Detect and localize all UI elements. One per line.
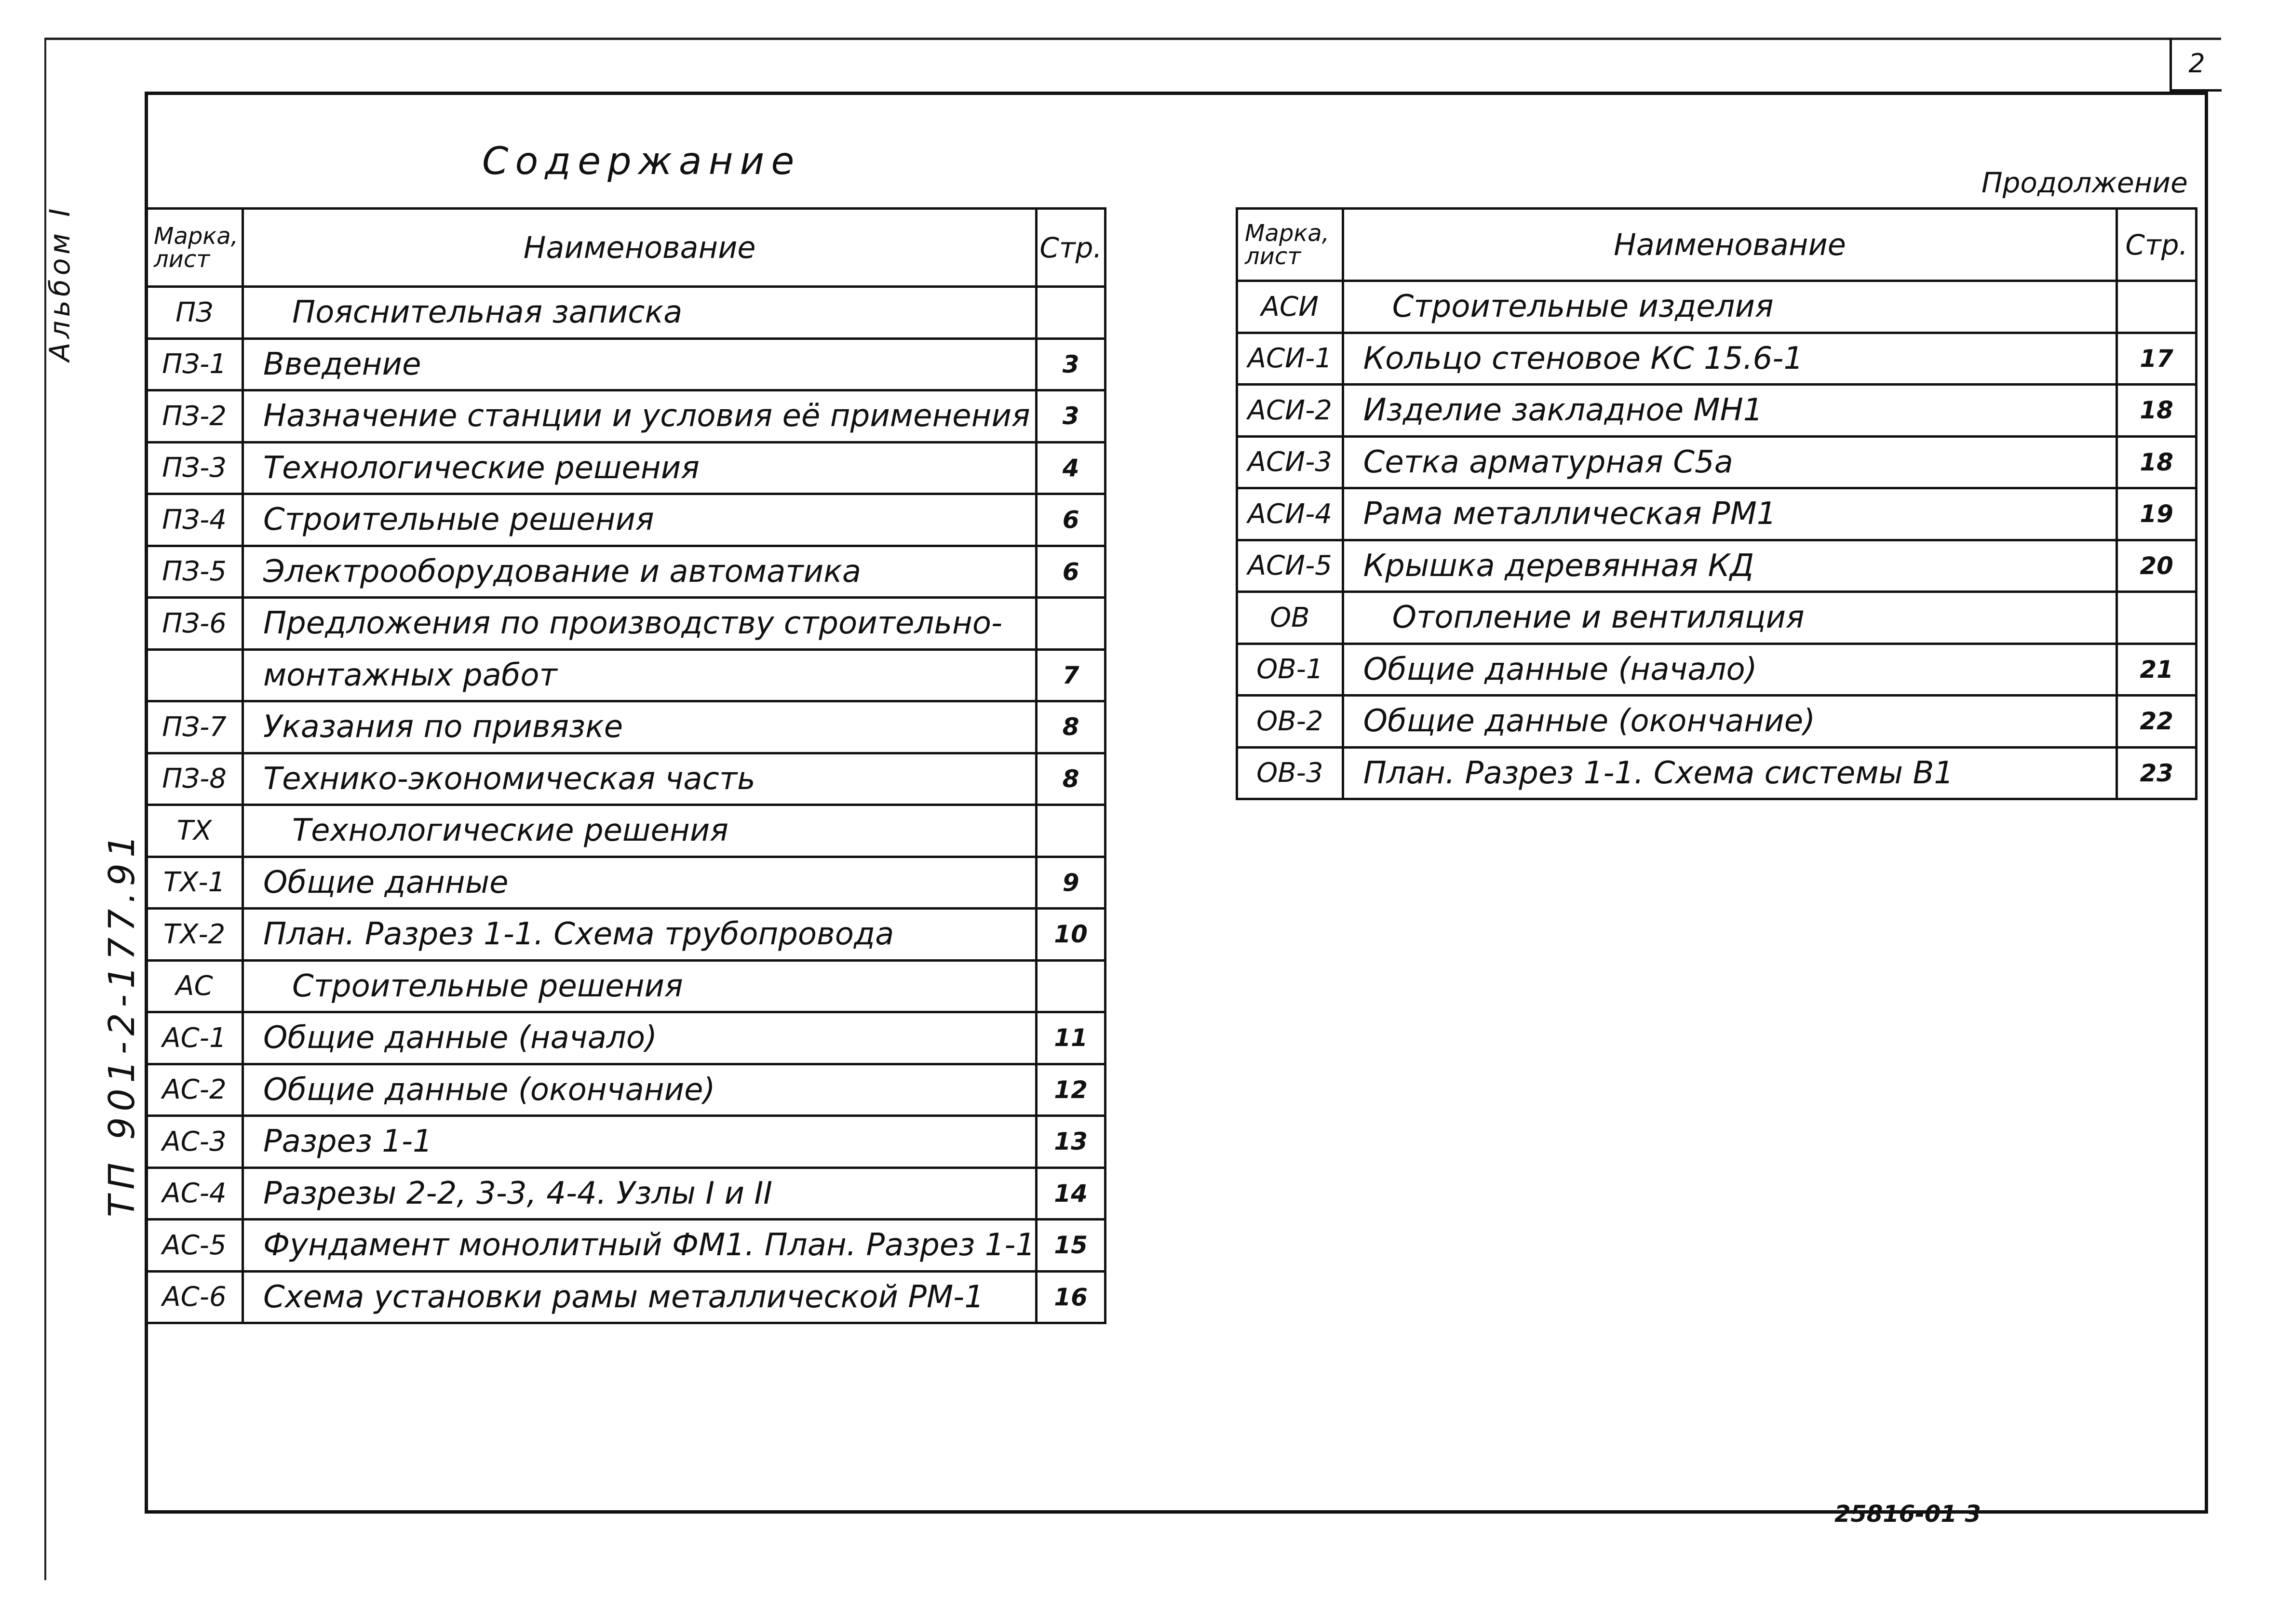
row-mark: ТХ-2 — [146, 909, 243, 961]
header-mark: Марка, лист — [1237, 209, 1343, 281]
row-mark: ПЗ-2 — [146, 390, 243, 443]
row-page — [1037, 805, 1105, 857]
row-name: План. Разрез 1-1. Схема трубопровода — [243, 909, 1037, 961]
row-name: Разрезы 2-2, 3-3, 4-4. Узлы I и II — [243, 1168, 1037, 1220]
row-page: 16 — [1037, 1271, 1105, 1323]
table-row — [146, 701, 1105, 753]
table-row — [146, 753, 1105, 805]
row-name: Общие данные (начало) — [243, 1012, 1037, 1064]
table-row — [146, 649, 1105, 701]
header-page: Стр. — [1037, 209, 1105, 287]
row-mark: АСИ-4 — [1237, 488, 1343, 540]
row-name: Фундамент монолитный ФМ1. План. Разрез 1-1 — [243, 1220, 1037, 1272]
row-mark: ПЗ-5 — [146, 546, 243, 598]
document-code: ТП 901-2-177.91 — [101, 829, 143, 1217]
table-row — [1237, 747, 2197, 799]
table-row — [146, 287, 1105, 339]
table-row — [146, 1064, 1105, 1116]
row-name: План. Разрез 1-1. Схема системы В1 — [1343, 747, 2117, 799]
header-page: Стр. — [2117, 209, 2197, 281]
row-name: Назначение станции и условия её применения — [243, 390, 1037, 443]
row-name: Общие данные — [243, 857, 1037, 909]
row-name: Электрооборудование и автоматика — [243, 546, 1037, 598]
row-name: Указания по привязке — [243, 701, 1037, 753]
header-mark: Марка, лист — [146, 209, 243, 287]
table-row — [1237, 592, 2197, 644]
table-row — [146, 390, 1105, 443]
row-name: Кольцо стеновое КС 15.6-1 — [1343, 333, 2117, 385]
row-page: 22 — [2117, 696, 2197, 748]
row-mark: АСИ-2 — [1237, 385, 1343, 437]
row-mark: АСИ — [1237, 281, 1343, 333]
row-page: 4 — [1037, 442, 1105, 494]
row-mark: АС-6 — [146, 1271, 243, 1323]
row-mark: ОВ-1 — [1237, 644, 1343, 696]
row-page — [1037, 598, 1105, 650]
row-name: Строительные решения — [243, 960, 1037, 1012]
row-name: Разрез 1-1 — [243, 1116, 1037, 1168]
row-name: Пояснительная записка — [243, 287, 1037, 339]
row-mark: ОВ — [1237, 592, 1343, 644]
row-name: Строительные изделия — [1343, 281, 2117, 333]
row-page — [2117, 592, 2197, 644]
row-name: Введение — [243, 338, 1037, 390]
row-name: Предложения по производству строительно- — [243, 598, 1037, 650]
row-mark — [146, 649, 243, 701]
table-row — [146, 960, 1105, 1012]
row-page: 14 — [1037, 1168, 1105, 1220]
row-name: Схема установки рамы металлической РМ-1 — [243, 1271, 1037, 1323]
row-name: Технологические решения — [243, 805, 1037, 857]
row-mark: ТХ-1 — [146, 857, 243, 909]
row-page: 10 — [1037, 909, 1105, 961]
row-page: 3 — [1037, 338, 1105, 390]
row-page: 13 — [1037, 1116, 1105, 1168]
row-mark: АС-4 — [146, 1168, 243, 1220]
row-page: 18 — [2117, 436, 2197, 488]
page-title: Содержание — [482, 140, 801, 183]
table-row — [146, 442, 1105, 494]
row-mark: АСИ-3 — [1237, 436, 1343, 488]
row-name: Крышка деревянная КД — [1343, 540, 2117, 592]
row-mark: ПЗ — [146, 287, 243, 339]
row-mark: АСИ-5 — [1237, 540, 1343, 592]
table-row — [146, 805, 1105, 857]
row-mark: АС-1 — [146, 1012, 243, 1064]
row-page: 21 — [2117, 644, 2197, 696]
row-page: 12 — [1037, 1064, 1105, 1116]
table-row — [146, 546, 1105, 598]
row-page — [1037, 960, 1105, 1012]
row-page: 15 — [1037, 1220, 1105, 1272]
table-row — [146, 1271, 1105, 1323]
row-page: 11 — [1037, 1012, 1105, 1064]
row-page: 9 — [1037, 857, 1105, 909]
table-row — [1237, 644, 2197, 696]
row-mark: АСИ-1 — [1237, 333, 1343, 385]
album-label: Альбом I — [43, 204, 76, 362]
contents-table-right — [1236, 207, 2197, 800]
row-page: 18 — [2117, 385, 2197, 437]
row-page — [1037, 287, 1105, 339]
row-mark: ПЗ-4 — [146, 494, 243, 546]
row-name: Общие данные (начало) — [1343, 644, 2117, 696]
row-mark: ПЗ-6 — [146, 598, 243, 650]
table-row — [1237, 281, 2197, 333]
row-name: Изделие закладное МН1 — [1343, 385, 2117, 437]
header-name: Наименование — [1343, 209, 2117, 281]
row-mark: ОВ-2 — [1237, 696, 1343, 748]
row-mark: ПЗ-8 — [146, 753, 243, 805]
row-page: 17 — [2117, 333, 2197, 385]
table-row — [146, 1168, 1105, 1220]
continuation-label: Продолжение — [1981, 166, 2188, 199]
table-row — [146, 909, 1105, 961]
row-page: 20 — [2117, 540, 2197, 592]
table-row — [1237, 385, 2197, 437]
table-row — [146, 1012, 1105, 1064]
row-name: Строительные решения — [243, 494, 1037, 546]
row-mark: ПЗ-3 — [146, 442, 243, 494]
table-row — [1237, 488, 2197, 540]
footer-code: 25816-01 3 — [1834, 1501, 1981, 1528]
row-name: Технологические решения — [243, 442, 1037, 494]
row-name: Технико-экономическая часть — [243, 753, 1037, 805]
row-page — [2117, 281, 2197, 333]
row-page: 7 — [1037, 649, 1105, 701]
row-name: Общие данные (окончание) — [243, 1064, 1037, 1116]
table-row — [1237, 436, 2197, 488]
table-row — [1237, 540, 2197, 592]
table-row — [146, 1220, 1105, 1272]
row-mark: АС-3 — [146, 1116, 243, 1168]
row-page: 19 — [2117, 488, 2197, 540]
contents-table-left — [145, 207, 1106, 1324]
row-mark: АС-2 — [146, 1064, 243, 1116]
table-row — [146, 338, 1105, 390]
header-name: Наименование — [243, 209, 1037, 287]
row-name: монтажных работ — [243, 649, 1037, 701]
table-row — [1237, 696, 2197, 748]
row-name: Общие данные (окончание) — [1343, 696, 2117, 748]
row-name: Сетка арматурная С5а — [1343, 436, 2117, 488]
row-mark: ПЗ-7 — [146, 701, 243, 753]
row-page: 6 — [1037, 494, 1105, 546]
row-name: Отопление и вентиляция — [1343, 592, 2117, 644]
table-row — [146, 857, 1105, 909]
row-mark: АС — [146, 960, 243, 1012]
sheet-number: 2 — [2170, 38, 2222, 92]
row-mark: ОВ-3 — [1237, 747, 1343, 799]
row-page: 3 — [1037, 390, 1105, 443]
row-page: 8 — [1037, 753, 1105, 805]
row-page: 6 — [1037, 546, 1105, 598]
row-mark: ТХ — [146, 805, 243, 857]
row-page: 23 — [2117, 747, 2197, 799]
table-row — [1237, 333, 2197, 385]
table-row — [146, 1116, 1105, 1168]
table-row — [146, 494, 1105, 546]
row-mark: АС-5 — [146, 1220, 243, 1272]
row-name: Рама металлическая РМ1 — [1343, 488, 2117, 540]
table-row — [146, 598, 1105, 650]
row-page: 8 — [1037, 701, 1105, 753]
row-mark: ПЗ-1 — [146, 338, 243, 390]
